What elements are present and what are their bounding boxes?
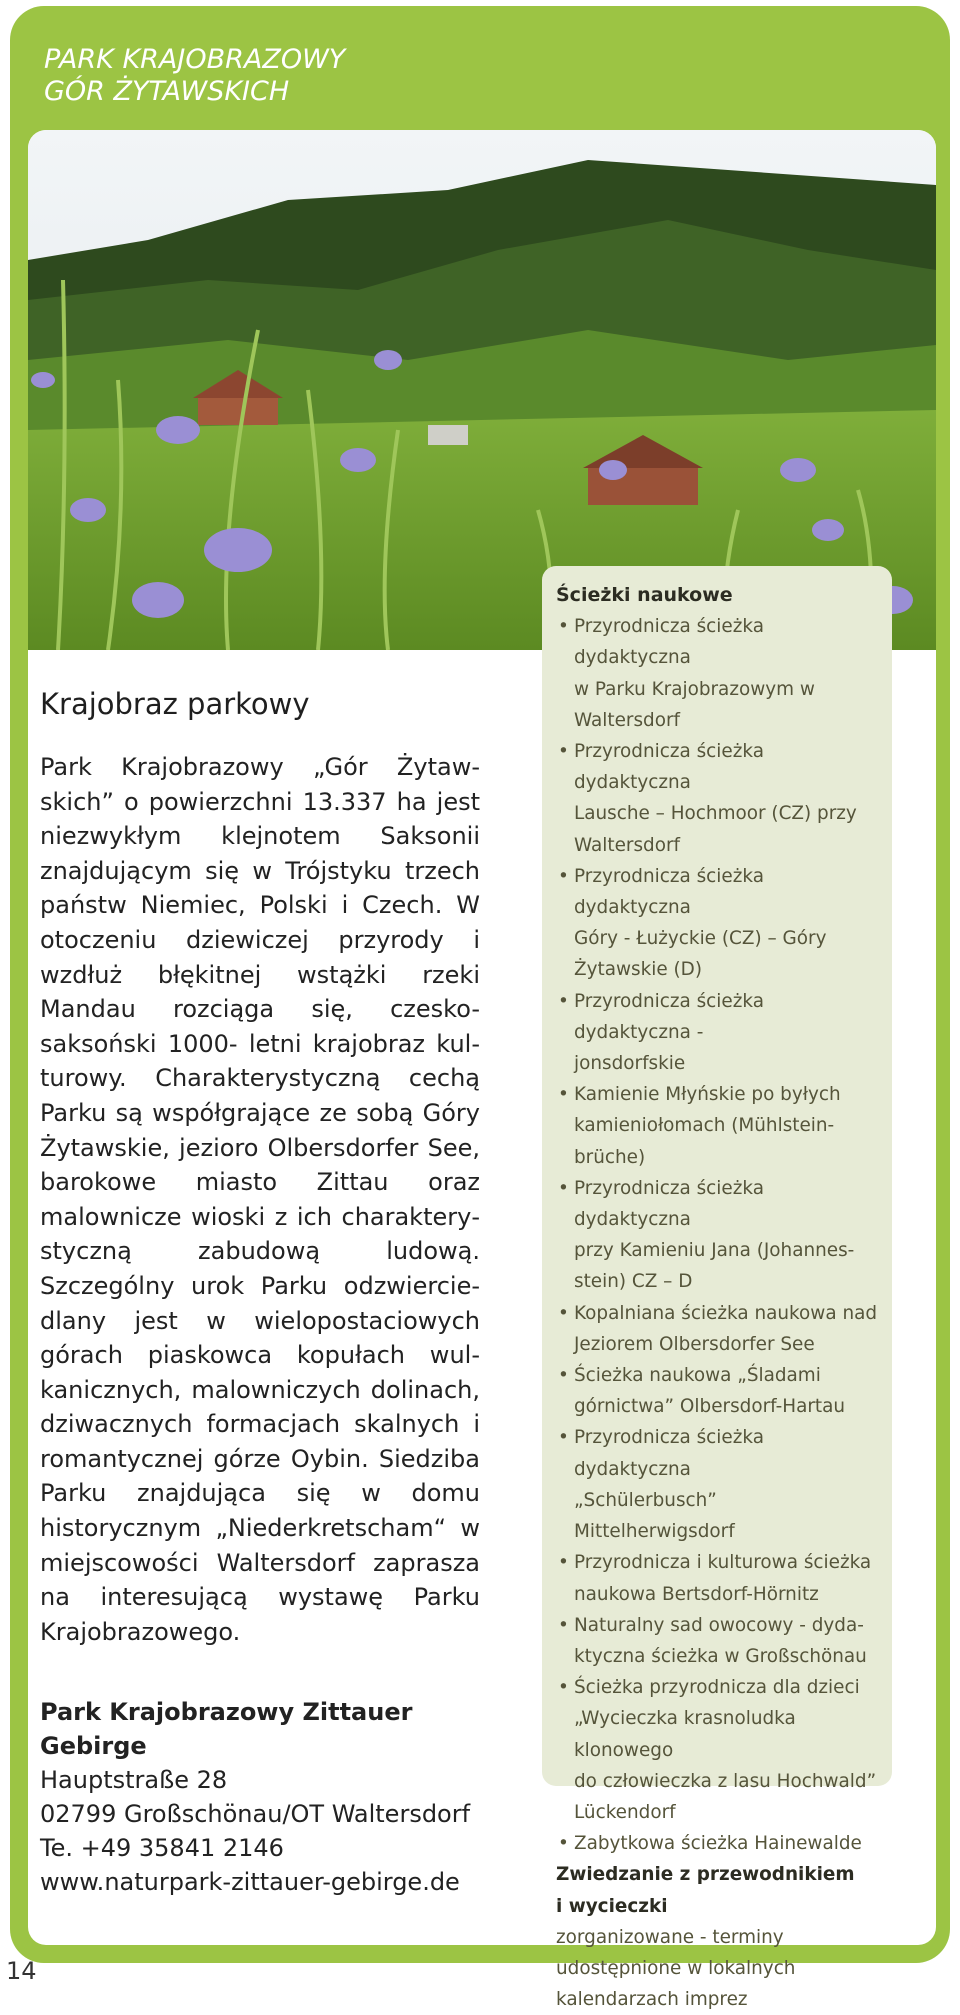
trail-item: • Przyrodnicza ścieżka dydaktyczna - jonsdorfskie	[556, 986, 878, 1080]
contact-phone: Te. +49 35841 2146	[40, 1834, 284, 1863]
trail-item: • Zabytkowa ścieżka Hainewalde	[556, 1828, 878, 1859]
trail-item: • Ścieżka naukowa „Śladami górnictwa” Olbersdorf-Hartau	[556, 1360, 878, 1422]
section-heading: Krajobraz parkowy	[40, 687, 310, 721]
trail-item: • Kamienie Młyńskie po byłych kamieniołomach (Mühlstein- brüche)	[556, 1079, 878, 1173]
trail-list	[556, 611, 878, 1859]
trail-item: • Przyrodnicza ścieżka dydaktyczna w Parku Krajobrazowym w Waltersdorf	[556, 611, 878, 736]
page-title: PARK KRAJOBRAZOWY GÓR ŻYTAWSKICH	[44, 44, 346, 107]
contact-org: Park Krajobrazowy Zittauer Gebirge	[40, 1698, 413, 1761]
trail-item: • Przyrodnicza ścieżka dydaktyczna „Schülerbusch” Mittelherwigsdorf	[556, 1422, 878, 1547]
contact-city: 02799 Großschönau/OT Waltersdorf	[40, 1800, 471, 1829]
guided-tours-text: zorganizowane - terminy udostępnione w lokalnych kalendarzach imprez	[556, 1926, 796, 2011]
trail-item: • Ścieżka przyrodnicza dla dzieci „Wycieczka krasnoludka klonowego do człowieczka z lasu Hochwald” Lückendorf	[556, 1672, 878, 1828]
trail-item: • Naturalny sad owocowy - dyda- ktyczna ścieżka w Großschönau	[556, 1610, 878, 1672]
page-number: 14	[6, 1957, 37, 1985]
contact-street: Hauptstraße 28	[40, 1766, 228, 1795]
trail-item: • Przyrodnicza ścieżka dydaktyczna Lausche – Hochmoor (CZ) przy Waltersdorf	[556, 736, 878, 861]
trail-item: • Kopalniana ścieżka naukowa nad Jeziorem Olbersdorfer See	[556, 1298, 878, 1360]
trail-item: • Przyrodnicza ścieżka dydaktyczna przy Kamieniu Jana (Johannes- stein) CZ – D	[556, 1173, 878, 1298]
main-column	[40, 686, 480, 1899]
sidebar-title: Ścieżki naukowe	[556, 584, 733, 606]
contact-website[interactable]: www.naturpark-zittauer-gebirge.de	[40, 1868, 460, 1897]
contact-block	[40, 1695, 480, 1899]
trail-item: • Przyrodnicza ścieżka dydaktyczna Góry - Łużyckie (CZ) – Góry Żytawskie (D)	[556, 861, 878, 986]
body-text: Park Krajobrazowy „Gór Żytawskich” o powierzchni 13.337 ha jest niezwykłym klejnotem Saksonii znajdującym się w Trójstyku trzech państw Niemiec, Polski i Czech. W otoczeniu dziewiczej przyrody i wzdłuż błękitnej wstążki rzeki Mandau rozciąga się, czesko-saksoński 1000- letni krajobraz kulturowy. Charakterystyczną cechą Parku są współgrające ze sobą Góry Żytawskie, jezioro Olbersdorfer See, barokowe miasto Zittau oraz malownicze wioski z ich charakterystyczną zabudową ludową. Szczególny urok Parku odzwierciedlany jest w wielopostaciowych górach piaskowca kopułach wulkanicznych, malowniczych dolinach, dziwacznych formacjach skalnych i romantycznej górze Oybin. Siedziba Parku znajdująca się w domu historycznym „Niederkretscham“ w miejscowości Waltersdorf zaprasza na interesującą wystawę Parku Krajobrazowego.	[40, 753, 480, 1646]
trails-sidebar	[542, 566, 892, 2011]
guided-tours-title: Zwiedzanie z przewodnikiem i wycieczki	[556, 1864, 855, 1917]
trail-item: • Przyrodnicza i kulturowa ścieżka naukowa Bertsdorf-Hörnitz	[556, 1547, 878, 1609]
